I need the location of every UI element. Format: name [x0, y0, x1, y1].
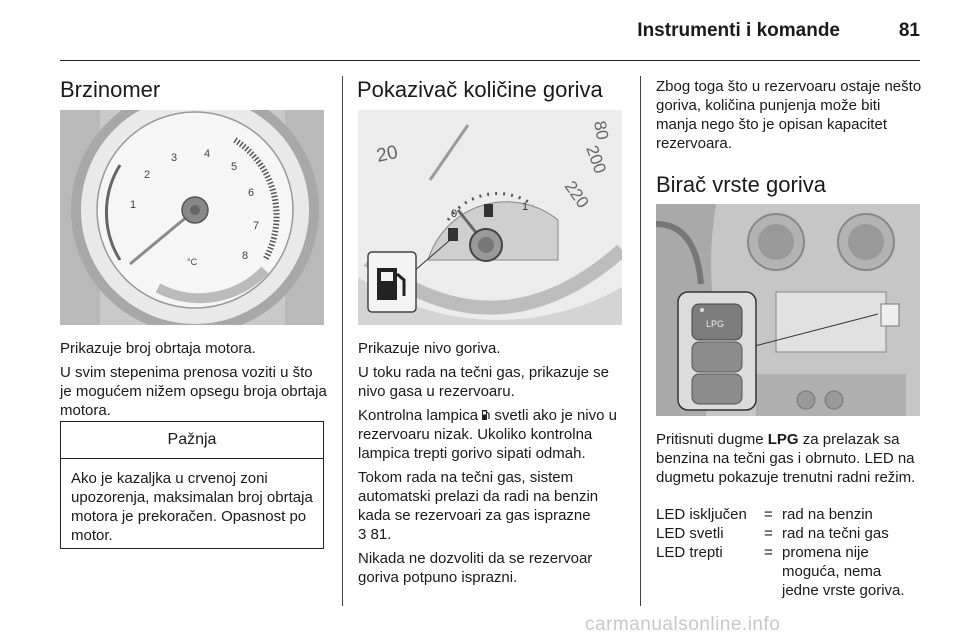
notice-box: [60, 421, 324, 549]
page-reference-link[interactable]: 3 81.: [358, 526, 392, 543]
column-divider-left: [342, 76, 343, 606]
tach-number: 4: [204, 148, 211, 160]
speed-number: 80: [590, 119, 613, 142]
col3-text: [656, 430, 922, 492]
section-heading-speedometer: Brzinomer: [60, 77, 161, 102]
table-cell: =: [764, 544, 773, 561]
column-divider-right: [640, 76, 641, 606]
table-cell: =: [764, 525, 773, 542]
watermark: carmanualsonline.info: [585, 614, 781, 635]
tach-number: 5: [231, 161, 238, 173]
paragraph: [358, 406, 626, 463]
table-row: [656, 505, 922, 524]
paragraph: Prikazuje broj obrtaja motora.: [60, 340, 256, 357]
lpg-button-label: LPG: [706, 319, 725, 329]
table-row: [656, 524, 922, 543]
paragraph: U svim stepenima prenosa voziti u što je mogućem nižem opsegu broja obrtaja motora.: [60, 364, 327, 419]
fuel-mark: 0: [451, 208, 458, 220]
notice-heading: Pažnja: [61, 422, 323, 459]
paragraph: Nikada ne dozvoliti da se rezervoar goriva potpuno isprazni.: [358, 550, 593, 586]
fuel-mark: 1: [522, 201, 529, 213]
table-cell: rad na tečni gas: [782, 525, 889, 542]
tach-number: 8: [242, 250, 249, 262]
col1-text: [60, 339, 328, 425]
text-run: za prelazak sa benzina na tečni gas i obrnuto. LED na dugmetu pokazuje trenutni radni režim.: [656, 431, 916, 486]
fuel-gauge-figure: [358, 110, 622, 325]
text-run: Pritisnuti dugme: [656, 431, 764, 448]
table-cell: =: [764, 506, 773, 523]
tach-number: 7: [253, 220, 260, 232]
text-run: Kontrolna lampica: [358, 407, 479, 424]
tach-number: 1: [130, 199, 137, 211]
table-cell: LED isključen: [656, 506, 747, 523]
table-cell: LED trepti: [656, 544, 723, 561]
temperature-label: °C: [187, 257, 198, 267]
text-run: svetli ako je nivo u rezervoaru nizak. Ukoliko kontrolna lampica trepti gorivo sipati odmah.: [358, 407, 617, 462]
tach-number: 6: [248, 187, 255, 199]
table-cell: rad na benzin: [782, 506, 873, 523]
table-cell: LED svetli: [656, 525, 724, 542]
paragraph: U toku rada na tečni gas, prikazuje se nivo gasa u rezervoaru.: [358, 364, 609, 400]
speed-number: 220: [560, 177, 593, 212]
speed-number: 200: [582, 142, 610, 177]
col2-text: [358, 339, 626, 592]
section-heading-fuel-gauge: Pokazivač količine goriva: [357, 77, 603, 102]
speed-number: 20: [374, 141, 400, 167]
notice-text: Ako je kazaljka u crvenoj zoni upozorenja, maksimalan broj obrtaja motora je prekoračen. Opasnost po motor.: [71, 470, 313, 544]
header-rule: [60, 60, 920, 61]
fuel-warning-icon: [482, 407, 490, 419]
paragraph: Prikazuje nivo goriva.: [358, 340, 501, 357]
paragraph: [358, 468, 626, 544]
page-number: 81: [898, 20, 920, 41]
text-run: Tokom rada na tečni gas, sistem automatski prelazi da radi na benzin kada se rezervoari za gas isprazne: [358, 469, 599, 524]
fuel-selector-figure: [656, 204, 920, 416]
tach-number: 3: [171, 152, 178, 164]
paragraph: Zbog toga što u rezervoaru ostaje nešto goriva, količina punjenja može biti manja nego što je opisan kapacitet rezervoara.: [656, 78, 922, 152]
table-cell: promena nije moguća, nema jedne vrste goriva.: [782, 544, 905, 599]
paragraph: [656, 430, 922, 487]
tach-number: 2: [144, 169, 151, 181]
section-heading-fuel-selector: Birač vrste goriva: [656, 172, 826, 197]
col3-intro-text: [656, 77, 922, 158]
lpg-button-name: LPG: [767, 431, 799, 448]
running-header-title: Instrumenti i komande: [637, 20, 840, 41]
table-row: [656, 543, 922, 600]
led-status-table: [656, 505, 922, 600]
tachometer-figure: [60, 110, 324, 325]
